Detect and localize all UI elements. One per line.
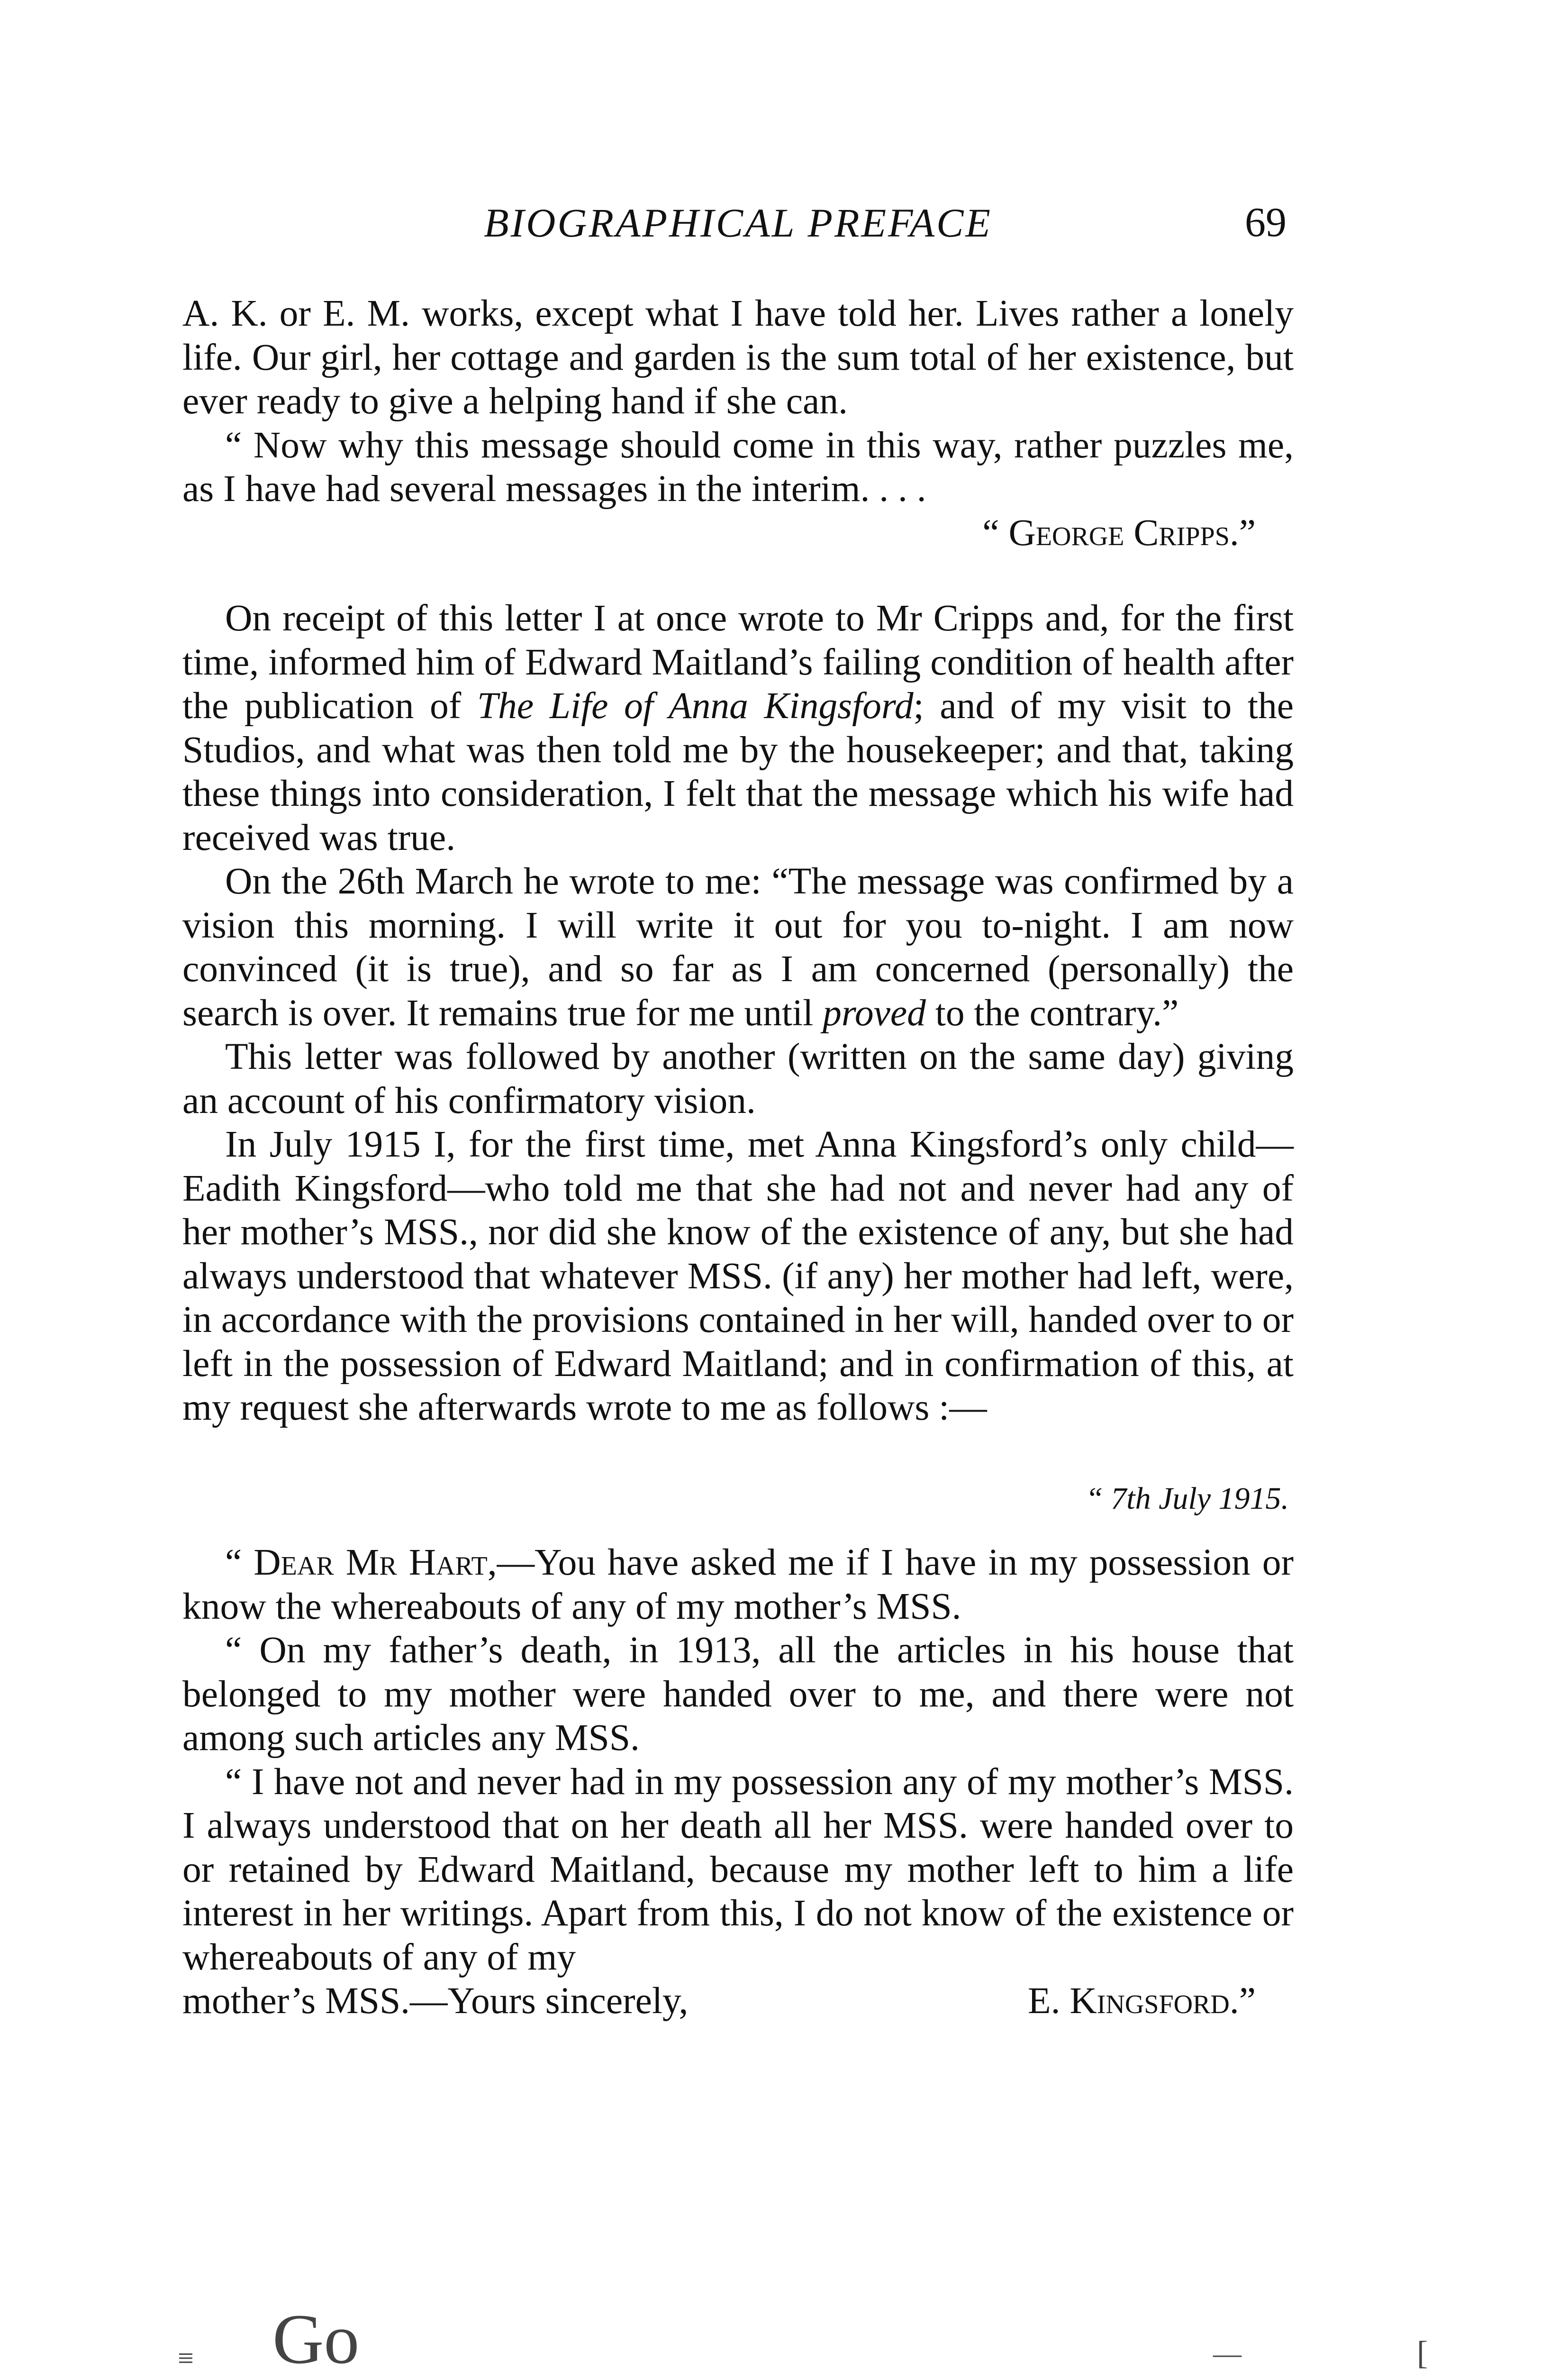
paragraph-receipt-text: On receipt of this letter I at once wrote to Mr Cripps and, for the first time, informed him of Edward Maitland’s failing condition of health after the publication of [182, 597, 1294, 727]
book-title: The Life of Anna Kingsford [477, 685, 914, 727]
quote-signature: “ George Cripps.” [982, 511, 1256, 554]
paragraph-receipt [182, 596, 1294, 859]
paragraph-march-text-2: to the contrary.” [925, 992, 1179, 1034]
paragraph-march [182, 859, 1294, 1035]
emphasis-proved: proved [823, 992, 926, 1034]
letter-paragraph-1-text: —You have asked me if I have in my possession or know the whereabouts of any of my mother’s MSS. [182, 1541, 1294, 1627]
letter-paragraph-3: “ I have not and never had in my possession any of my mother’s MSS. I always understood that on her death all her MSS. were handed over to or retained by Edward Maitland, because my mother left to him a life interest in her writings. Apart from this, I do not know of the existence or whereabouts of any of my [182, 1760, 1294, 1978]
scan-artifact-left: ≡ [178, 2343, 194, 2370]
paragraph-july: In July 1915 I, for the first time, met Anna Kingsford’s only child—Eadith Kingsford—who told me that she had not and never had any of her mother’s MSS., nor did she know of the existence of any, but she had always understood that whatever MSS. (if any) her mother had left, were, in accordance with the provisions contained in her will, handed over to or left in the possession of Edward Maitland; and in confirmation of this, at my request she afterwards wrote to me as follows :— [182, 1123, 1294, 1428]
scan-artifact-mid: — [1213, 2338, 1242, 2369]
paragraph-march-text: On the 26th March he wrote to me: “The message was confirmed by a vision this morning. I will write it out for you to-night. I am now convinced (it is true), and so far as I am concerned (personally) the search is over. It remains true for me until [182, 860, 1294, 1034]
letter-signature: E. Kingsford.” [1028, 1980, 1256, 2022]
letter-closing-row [182, 1979, 1294, 2023]
paragraph-followed: This letter was followed by another (written on the same day) giving an account of his confirmatory vision. [182, 1036, 1294, 1121]
scan-watermark: Go [272, 2300, 360, 2370]
paragraph-continued: A. K. or E. M. works, except what I have told her. Lives rather a lonely life. Our girl, her cottage and garden is the sum total of her existence, but ever ready to give a helping hand if she can. [182, 292, 1294, 422]
scan-artifact-right: [ [1417, 2335, 1428, 2370]
body-text [182, 292, 1294, 2023]
letter-dateline: “ 7th July 1915. [1086, 1481, 1289, 1516]
paragraph-receipt-text-2: ; and of my visit to the Studios, and what was then told me by the housekeeper; and that, taking these things into consideration, I felt that the message which his wife had received was true. [182, 685, 1294, 858]
letter-closing: mother’s MSS.—Yours sincerely, [182, 1980, 689, 2022]
letter-paragraph-1 [182, 1540, 1294, 1628]
running-title: BIOGRAPHICAL PREFACE [484, 200, 992, 246]
page-number: 69 [1245, 200, 1287, 246]
scan-footer [0, 2300, 1568, 2370]
letter-paragraph-2: “ On my father’s death, in 1913, all the articles in his house that belonged to my mother were handed over to me, and there were not among such articles any MSS. [182, 1629, 1294, 1759]
running-head [182, 197, 1294, 254]
paragraph-quote: “ Now why this message should come in this way, rather puzzles me, as I have had several messages in the interim. . . . [182, 424, 1294, 510]
letter-salutation: “ Dear Mr Hart, [225, 1541, 497, 1583]
